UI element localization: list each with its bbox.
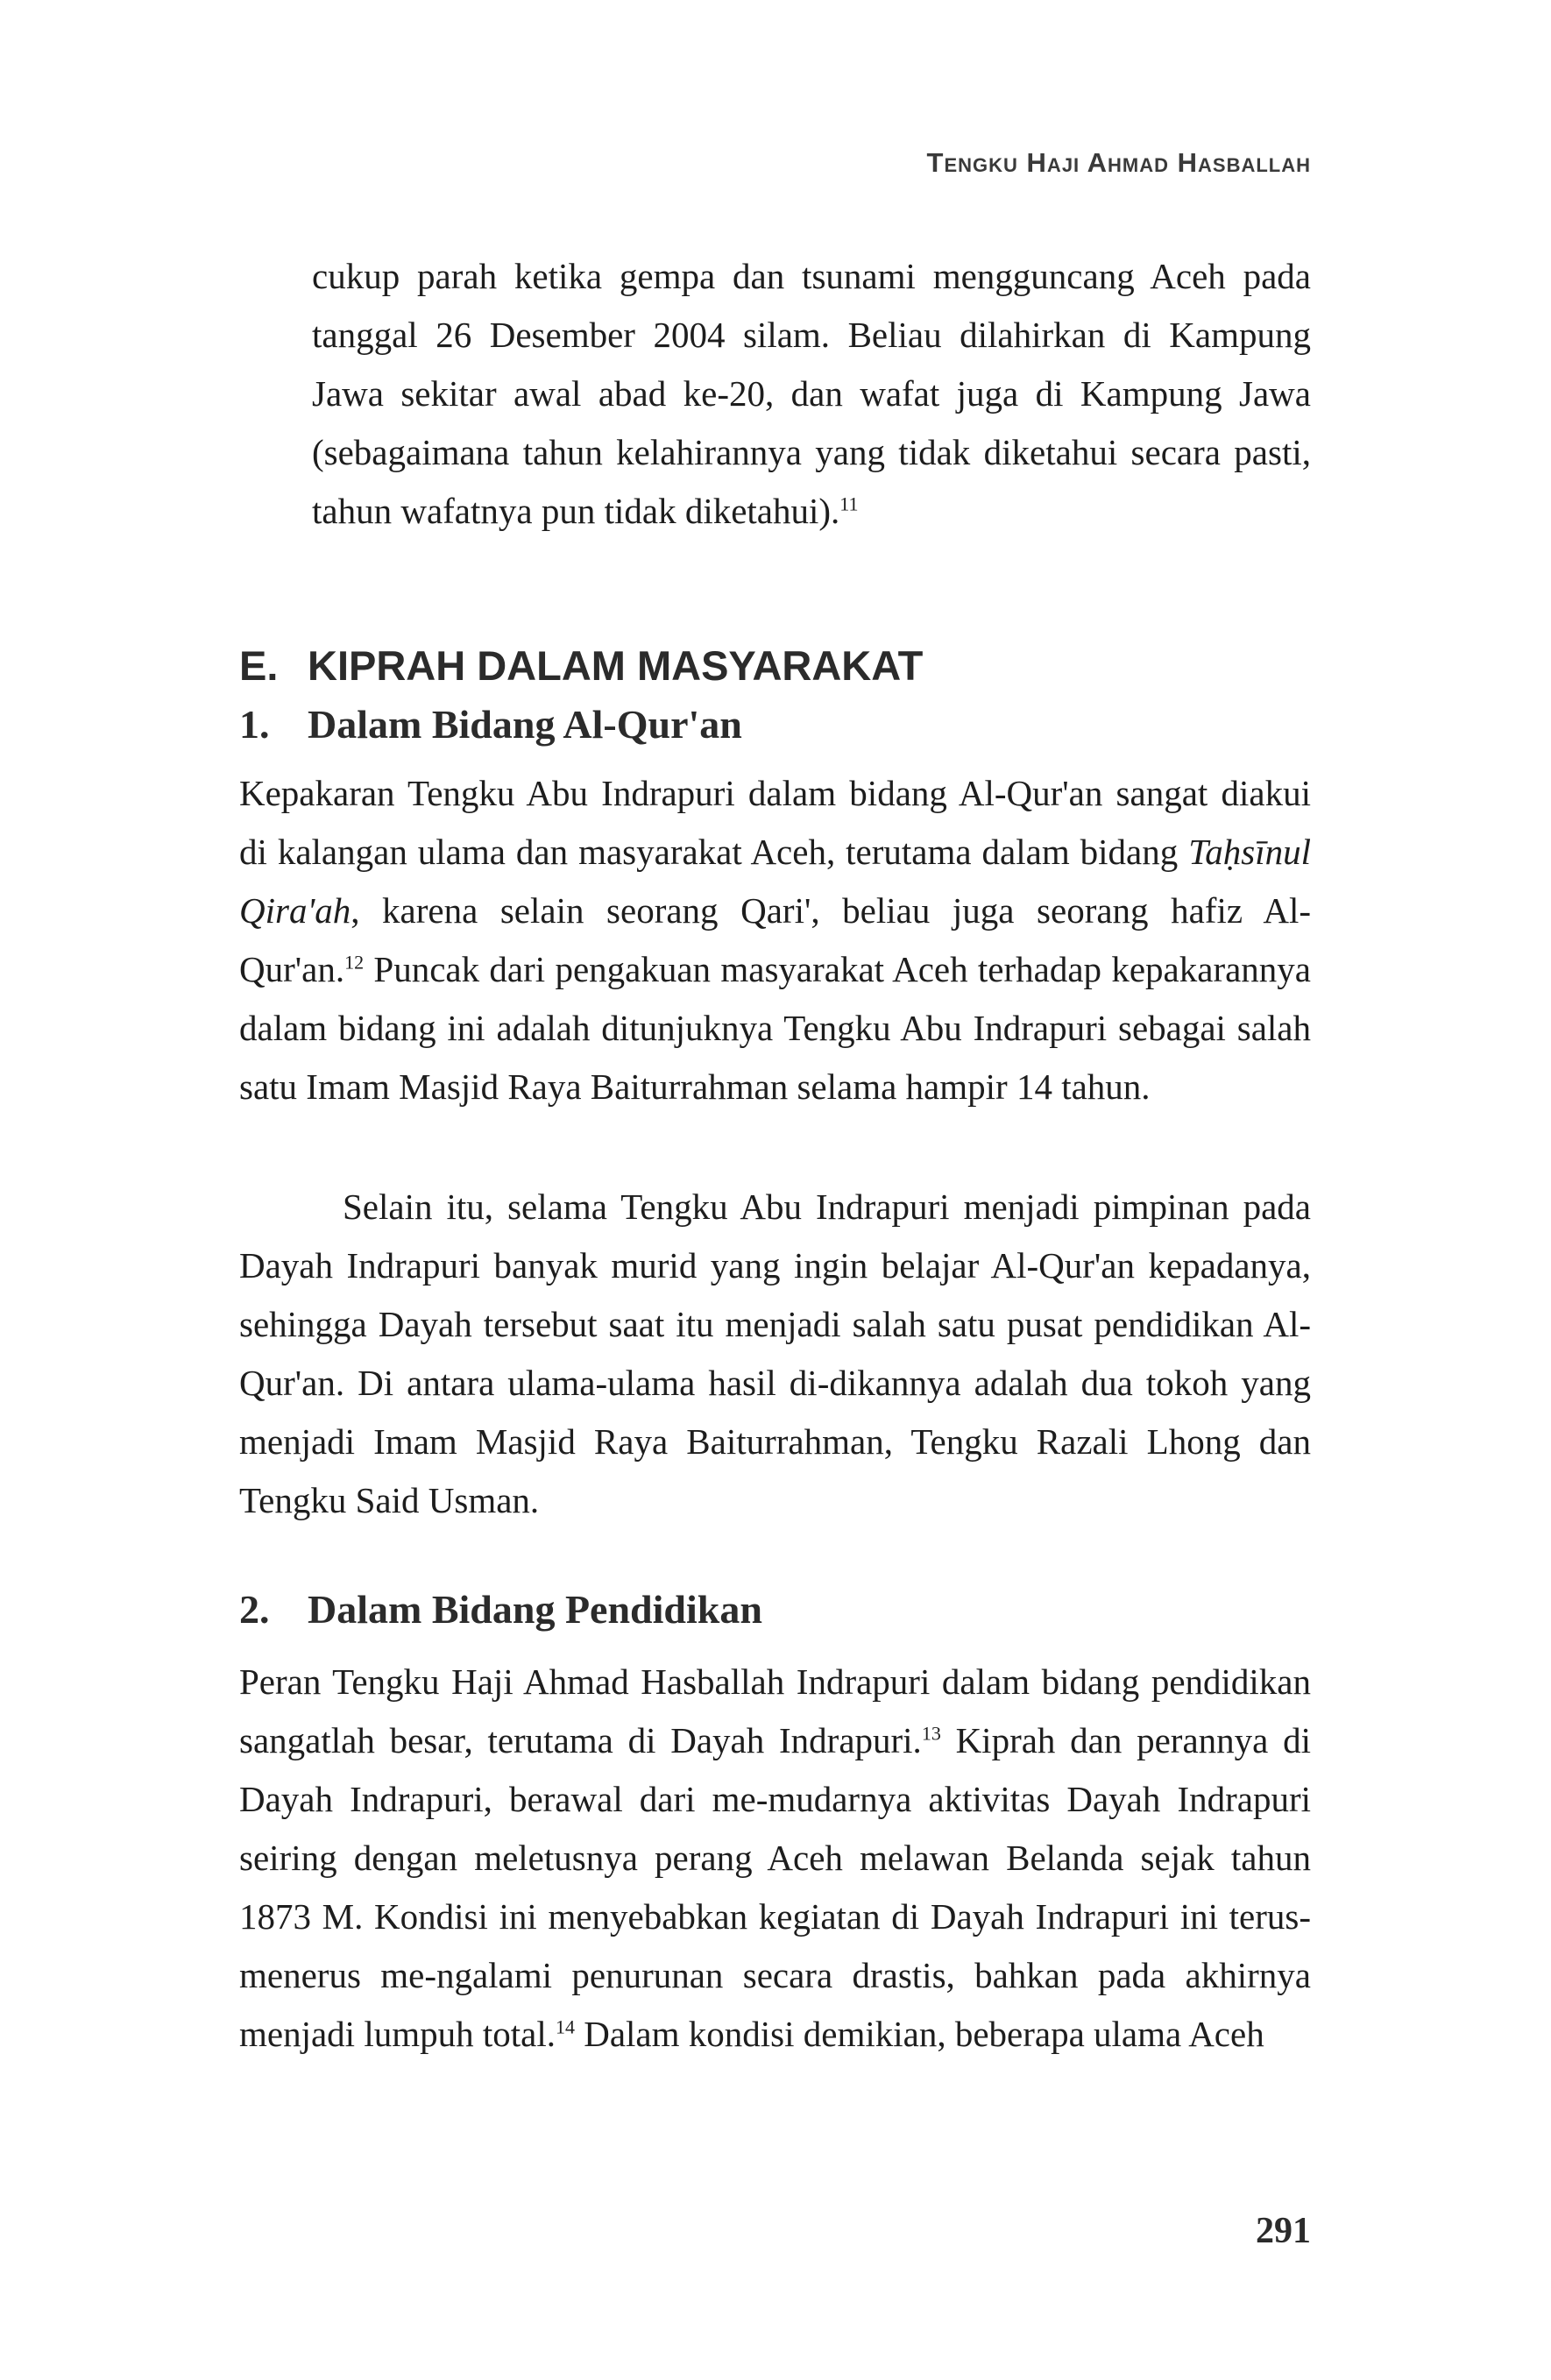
paragraph-text: Kepakaran Tengku Abu Indrapuri dalam bidang Al-Qur'an sangat diakui di kalangan ulama dan masyarakat Aceh, terutama dalam bidang bbox=[239, 773, 1311, 872]
paragraph-text: Dalam kondisi demikian, beberapa ulama Aceh bbox=[574, 2014, 1264, 2054]
intro-paragraph bbox=[312, 247, 1311, 541]
footnote-ref-13[interactable]: 13 bbox=[921, 1722, 941, 1745]
section-title: KIPRAH DALAM MASYARAKAT bbox=[308, 642, 924, 689]
italic-term: Taḥsīnul Qira'ah bbox=[239, 832, 1311, 931]
paragraph-text: , karena selain seorang Qari', beliau juga seorang hafiz Al-Qur'an. bbox=[239, 890, 1311, 989]
running-head: Tengku Haji Ahmad Hasballah bbox=[926, 147, 1311, 178]
section-heading-e bbox=[239, 641, 923, 690]
quran-paragraph-2: Selain itu, selama Tengku Abu Indrapuri menjadi pimpinan pada Dayah Indrapuri banyak murid yang ingin belajar Al-Qur'an kepadanya, sehingga Dayah tersebut saat itu menjadi salah satu pusat pendidikan Al-Qur'an. Di antara ulama-ulama hasil di-dikannya adalah dua tokoh yang menjadi Imam Masjid Raya Baiturrahman, Tengku Razali Lhong dan Tengku Said Usman. bbox=[239, 1186, 1311, 1520]
paragraph-text: Puncak dari pengakuan masyarakat Aceh terhadap kepakarannya dalam bidang ini adalah ditunjuknya Tengku Abu Indrapuri sebagai salah satu Imam Masjid Raya Baiturrahman selama hampir 14 tahun. bbox=[239, 949, 1311, 1107]
subsection-number: 1. bbox=[239, 702, 270, 747]
footnote-ref-12[interactable]: 12 bbox=[344, 951, 365, 974]
intro-paragraph-text: cukup parah ketika gempa dan tsunami mengguncang Aceh pada tanggal 26 Desember 2004 silam. Beliau dilahirkan di Kampung Jawa sekitar awal abad ke-20, dan wafat juga di Kampung Jawa (sebagaimana tahun kelahirannya yang tidak diketahui secara pasti, tahun wafatnya pun tidak diketahui). bbox=[312, 256, 1311, 531]
quran-paragraph-1 bbox=[239, 764, 1311, 1116]
subsection-title: Dalam Bidang Al-Qur'an bbox=[308, 702, 742, 747]
subsection-heading-2 bbox=[239, 1586, 762, 1633]
page-number: 291 bbox=[1256, 2211, 1311, 2251]
subsection-title: Dalam Bidang Pendidikan bbox=[308, 1587, 762, 1632]
paragraph-text: Kiprah dan perannya di Dayah Indrapuri, berawal dari me-mudarnya aktivitas Dayah Indrapuri seiring dengan meletusnya perang Aceh melawan Belanda sejak tahun 1873 M. Kondisi ini menyebabkan kegiatan di Dayah Indrapuri ini terus-menerus me-ngalami penurunan secara drastis, bahkan pada akhirnya menjadi lumpuh total. bbox=[239, 1720, 1311, 2054]
section-number: E. bbox=[239, 642, 279, 689]
subsection-heading-1 bbox=[239, 701, 742, 747]
subsection-number: 2. bbox=[239, 1587, 270, 1632]
education-paragraph bbox=[239, 1653, 1311, 2064]
footnote-ref-11[interactable]: 11 bbox=[839, 492, 859, 515]
footnote-ref-14[interactable]: 14 bbox=[555, 2015, 575, 2038]
paragraph-text: Peran Tengku Haji Ahmad Hasballah Indrapuri dalam bidang pendidikan sangatlah besar, terutama di Dayah Indrapuri. bbox=[239, 1661, 1311, 1760]
